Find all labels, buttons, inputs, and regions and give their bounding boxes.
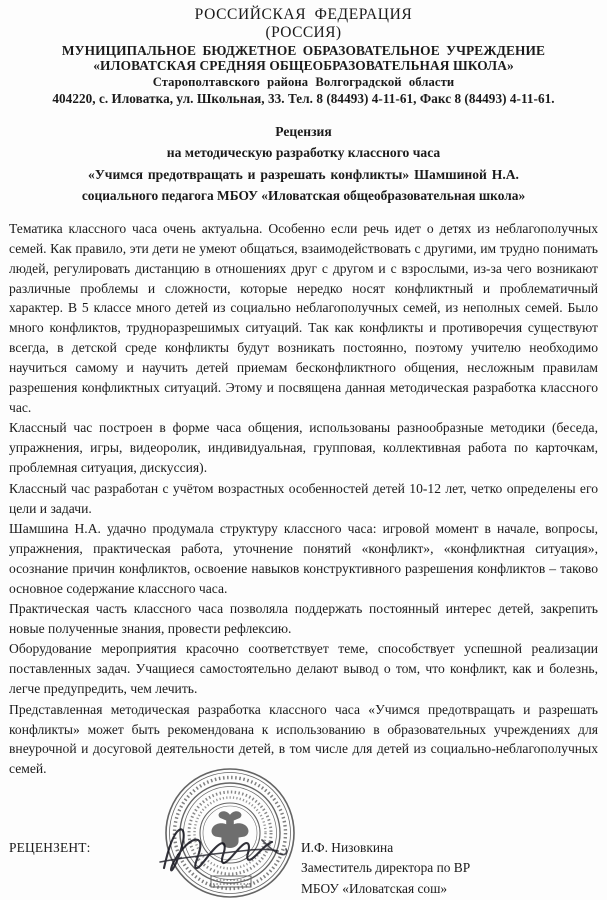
reviewer-organization: МБОУ «Иловатская сош» — [301, 880, 448, 896]
reviewer-details — [301, 838, 598, 899]
paragraph-4: Шамшина Н.А. удачно продумала структуру классного часа: игровой момент в начале, вопросы, упражнения, практическая работа, уточнение понятий «конфликт», «конфликтная ситуация», осознание причин конфликтов, освоение навыков конструктивного разрешения конфликтов – таково основное содержание классного часа. — [9, 520, 598, 596]
letterhead-line-district: Старополтавского района Волгоградской области — [152, 75, 455, 90]
title-subject-line: на методическую разработку классного часа — [166, 145, 441, 161]
letterhead-line-country: РОССИЙСКАЯ ФЕДЕРАЦИЯ — [194, 6, 413, 23]
reviewer-name: И.Ф. Низовкина — [301, 840, 394, 855]
letterhead-line-school-name: «ИЛОВАТСКАЯ СРЕДНЯЯ ОБЩЕОБРАЗОВАТЕЛЬНАЯ ШКОЛА» — [93, 58, 514, 74]
letterhead — [0, 0, 607, 106]
paragraph-5: Практическая часть классного часа позволяла поддержать постоянный интерес детей, закрепить новые полученные знания, провести рефлексию. — [9, 601, 598, 636]
letterhead-line-address-phone: 404220, с. Иловатка, ул. Школьная, 33. Тел. 8 (84493) 4-11-61, Факс 8 (84493) 4-11-61. — [52, 90, 555, 106]
reviewer-position: Заместитель директора по ВР — [301, 860, 471, 876]
letterhead-line-country-short: (РОССИЯ) — [265, 23, 342, 41]
title-topic-author-line: «Учимся предотвращать и разрешать конфликты» Шамшиной Н.А. — [88, 166, 519, 182]
page-title: Рецензия — [275, 123, 332, 139]
paragraph-7: Представленная методическая разработка классного часа «Учимся предотвращать и разрешать конфликты» может быть рекомендована к использованию в образовательных учреждениях для внеурочной и досуговой деятельности детей, в том числе для детей из социально-неблагополучных семей. — [9, 701, 598, 777]
paragraph-3: Классный час разработан с учётом возрастных особенностей детей 10-12 лет, четко определены его цели и задачи. — [9, 480, 598, 516]
reviewer-label: РЕЦЕНЗЕНТ: — [9, 840, 91, 855]
title-author-role-line: социального педагога МБОУ «Иловатская общеобразовательная школа» — [81, 187, 526, 203]
signature-block — [0, 838, 607, 899]
letterhead-line-institution-type: МУНИЦИПАЛЬНОЕ БЮДЖЕТНОЕ ОБРАЗОВАТЕЛЬНОЕ УЧРЕЖДЕНИЕ — [61, 42, 546, 58]
paragraph-1: Тематика классного часа очень актуальна. Особенно если речь идет о детях из неблагополучных семей. Как правило, эти дети не умеют общаться, взаимодействовать с другими, им трудно понимать людей, регулировать дистанцию в отношениях друг с другом и с взрослыми, из-за чего возникают различные проблемы и сложности, которые нередко носят конфликтный и проблематичный характер. В 5 классе много детей из социально неблагополучных семей, из неполных семей. Было много конфликтов, трудноразрешимых ситуаций. Так как конфликты и противоречия существуют всегда, в детской среде конфликты будут возникать постоянно, поэтому учителю необходимо научиться самому и научить детей приемам бесконфликтного общения, несложным правилам разрешения конфликтных ситуаций. Этому и посвящена данная методическая разработка классного час. — [9, 220, 598, 416]
body-text — [0, 219, 607, 779]
paragraph-2: Классный час построен в форме часа общения, использованы разнообразные методики (беседа, упражнения, игры, видеоролик, индивидуальная, групповая, коллективная работа по карточкам, проблемная ситуация, дискуссия). — [9, 420, 598, 476]
title-block — [0, 122, 607, 205]
paragraph-6: Оборудование мероприятия красочно соответствует теме, способствует успешной реализации поставленных задач. Учащиеся самостоятельно делают вывод о том, что конфликт, как и болезнь, легче предупредить, чем лечить. — [9, 641, 598, 697]
